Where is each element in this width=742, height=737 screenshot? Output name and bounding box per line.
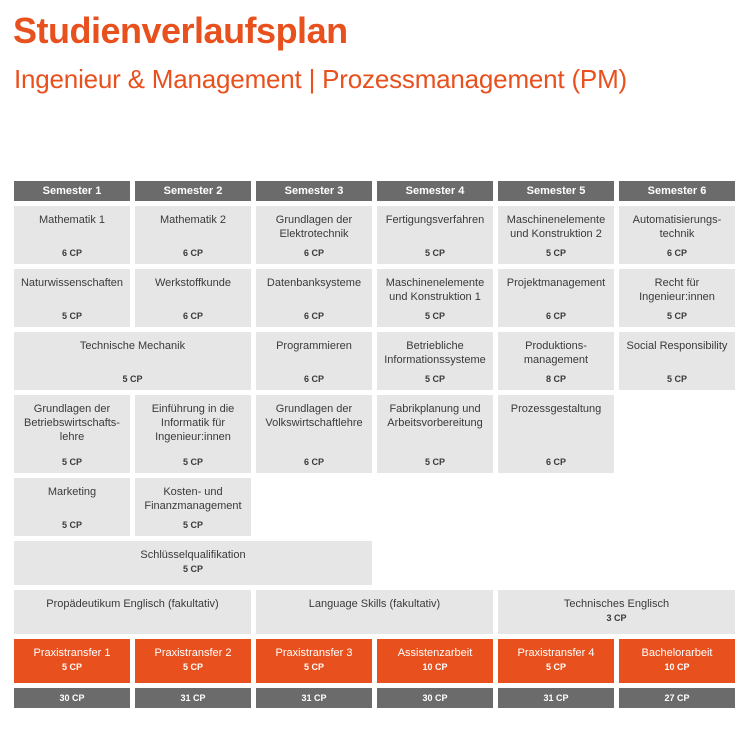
- semester-total-cp: 31 CP: [256, 688, 372, 708]
- module-name: Praxistransfer 3: [275, 647, 353, 659]
- module-grundlagen-elektrotechnik: [256, 206, 372, 264]
- module-name: Schlüsselqualifikation: [140, 549, 246, 561]
- module-name: Social Responsibility: [626, 340, 728, 352]
- module-cp: 5 CP: [424, 248, 445, 258]
- semester-total-cp: 30 CP: [14, 688, 130, 708]
- study-plan-grid: [14, 181, 736, 708]
- module-grundlagen-bwl: [14, 395, 130, 473]
- module-projektmanagement: [498, 269, 614, 327]
- module-cp: 5 CP: [182, 662, 203, 672]
- module-cp: 5 CP: [61, 311, 82, 321]
- module-name: Maschinenelemente und Konstruktion 1: [385, 277, 485, 303]
- module-cp: 6 CP: [303, 311, 324, 321]
- module-cp: 5 CP: [545, 248, 566, 258]
- module-name: Language Skills (fakultativ): [308, 598, 441, 610]
- module-name: Grundlagen der Betriebswirtschafts-lehre: [24, 403, 120, 443]
- module-name: Mathematik 1: [38, 214, 106, 226]
- module-propaedeutikum-englisch: [14, 590, 251, 634]
- semester-header: Semester 5: [498, 181, 614, 201]
- module-name: Werkstoffkunde: [154, 277, 232, 289]
- module-cp: 5 CP: [424, 457, 445, 467]
- module-name: Produktions-management: [523, 340, 589, 366]
- semester-header: Semester 2: [135, 181, 251, 201]
- module-cp: 5 CP: [61, 457, 82, 467]
- module-fertigungsverfahren: [377, 206, 493, 264]
- module-name: Kosten- und Finanzmanagement: [144, 486, 242, 512]
- module-name: Grundlagen der Volkswirtschaftlehre: [265, 403, 363, 429]
- module-werkstoffkunde: [135, 269, 251, 327]
- module-cp: 5 CP: [182, 457, 203, 467]
- semester-total-cp: 30 CP: [377, 688, 493, 708]
- module-technische-mechanik: [14, 332, 251, 390]
- semester-header: Semester 1: [14, 181, 130, 201]
- module-name: Grundlagen der Elektrotechnik: [275, 214, 353, 240]
- module-name: Marketing: [47, 486, 97, 498]
- module-cp: 6 CP: [303, 374, 324, 384]
- module-cp: 6 CP: [666, 248, 687, 258]
- module-name: Praxistransfer 2: [154, 647, 232, 659]
- module-cp: 6 CP: [545, 457, 566, 467]
- module-name: Praxistransfer 4: [517, 647, 595, 659]
- module-name: Automatisierungs-technik: [632, 214, 722, 240]
- module-cp: 10 CP: [422, 662, 448, 672]
- module-cp: 5 CP: [182, 520, 203, 530]
- page-title: Studienverlaufsplan: [13, 10, 348, 51]
- module-praxistransfer-1: [14, 639, 130, 683]
- semester-header: Semester 4: [377, 181, 493, 201]
- module-schluesselqualifikation: [14, 541, 372, 585]
- module-cp: 8 CP: [545, 374, 566, 384]
- module-name: Einführung in die Informatik für Ingenieur:innen: [151, 403, 235, 443]
- module-kosten-finanzmanagement: [135, 478, 251, 536]
- module-name: Recht für Ingenieur:innen: [639, 277, 715, 303]
- module-cp: 5 CP: [424, 374, 445, 384]
- semester-total-cp: 31 CP: [498, 688, 614, 708]
- module-mathematik-2: [135, 206, 251, 264]
- module-praxistransfer-3: [256, 639, 372, 683]
- module-name: Assistenzarbeit: [397, 647, 473, 659]
- module-name: Fabrikplanung und Arbeitsvorbereitung: [387, 403, 483, 429]
- module-cp: 5 CP: [61, 520, 82, 530]
- module-technisches-englisch: [498, 590, 735, 634]
- module-name: Propädeutikum Englisch (fakultativ): [46, 598, 219, 610]
- module-praxistransfer-2: [135, 639, 251, 683]
- module-cp: 6 CP: [303, 457, 324, 467]
- module-cp: 6 CP: [61, 248, 82, 258]
- module-cp: 5 CP: [182, 564, 203, 574]
- module-cp: 6 CP: [545, 311, 566, 321]
- module-language-skills: [256, 590, 493, 634]
- semester-header: Semester 6: [619, 181, 735, 201]
- module-praxistransfer-4: [498, 639, 614, 683]
- module-name: Prozessgestaltung: [510, 403, 602, 415]
- module-cp: 6 CP: [182, 248, 203, 258]
- module-cp: 3 CP: [606, 613, 627, 623]
- module-cp: 5 CP: [424, 311, 445, 321]
- module-name: Praxistransfer 1: [33, 647, 111, 659]
- module-cp: 6 CP: [303, 248, 324, 258]
- module-cp: 5 CP: [666, 374, 687, 384]
- module-cp: 5 CP: [61, 662, 82, 672]
- module-cp: 5 CP: [122, 374, 143, 384]
- module-maschinenelemente-2: [498, 206, 614, 264]
- semester-total-cp: 27 CP: [619, 688, 735, 708]
- module-datenbanksysteme: [256, 269, 372, 327]
- module-marketing: [14, 478, 130, 536]
- module-einfuehrung-informatik: [135, 395, 251, 473]
- module-name: Projektmanagement: [506, 277, 606, 289]
- page-subtitle: Ingenieur & Management | Prozessmanagement (PM): [14, 64, 627, 94]
- module-betriebliche-informationssysteme: [377, 332, 493, 390]
- module-name: Technische Mechanik: [79, 340, 186, 352]
- module-recht: [619, 269, 735, 327]
- module-maschinenelemente-1: [377, 269, 493, 327]
- module-name: Naturwissenschaften: [20, 277, 124, 289]
- module-name: Technisches Englisch: [563, 598, 670, 610]
- module-name: Mathematik 2: [159, 214, 227, 226]
- module-cp: 5 CP: [666, 311, 687, 321]
- module-assistenzarbeit: [377, 639, 493, 683]
- module-cp: 6 CP: [182, 311, 203, 321]
- module-cp: 10 CP: [664, 662, 690, 672]
- module-fabrikplanung: [377, 395, 493, 473]
- module-name: Maschinenelemente und Konstruktion 2: [506, 214, 606, 240]
- module-produktionsmanagement: [498, 332, 614, 390]
- module-prozessgestaltung: [498, 395, 614, 473]
- module-name: Bachelorarbeit: [641, 647, 713, 659]
- module-name: Datenbanksysteme: [266, 277, 362, 289]
- module-cp: 5 CP: [303, 662, 324, 672]
- module-grundlagen-vwl: [256, 395, 372, 473]
- module-social-responsibility: [619, 332, 735, 390]
- module-name: Betriebliche Informationssysteme: [384, 340, 486, 366]
- module-naturwissenschaften: [14, 269, 130, 327]
- semester-header: Semester 3: [256, 181, 372, 201]
- module-bachelorarbeit: [619, 639, 735, 683]
- module-programmieren: [256, 332, 372, 390]
- module-cp: 5 CP: [545, 662, 566, 672]
- module-mathematik-1: [14, 206, 130, 264]
- module-name: Programmieren: [276, 340, 352, 352]
- semester-total-cp: 31 CP: [135, 688, 251, 708]
- module-automatisierungstechnik: [619, 206, 735, 264]
- module-name: Fertigungsverfahren: [385, 214, 485, 226]
